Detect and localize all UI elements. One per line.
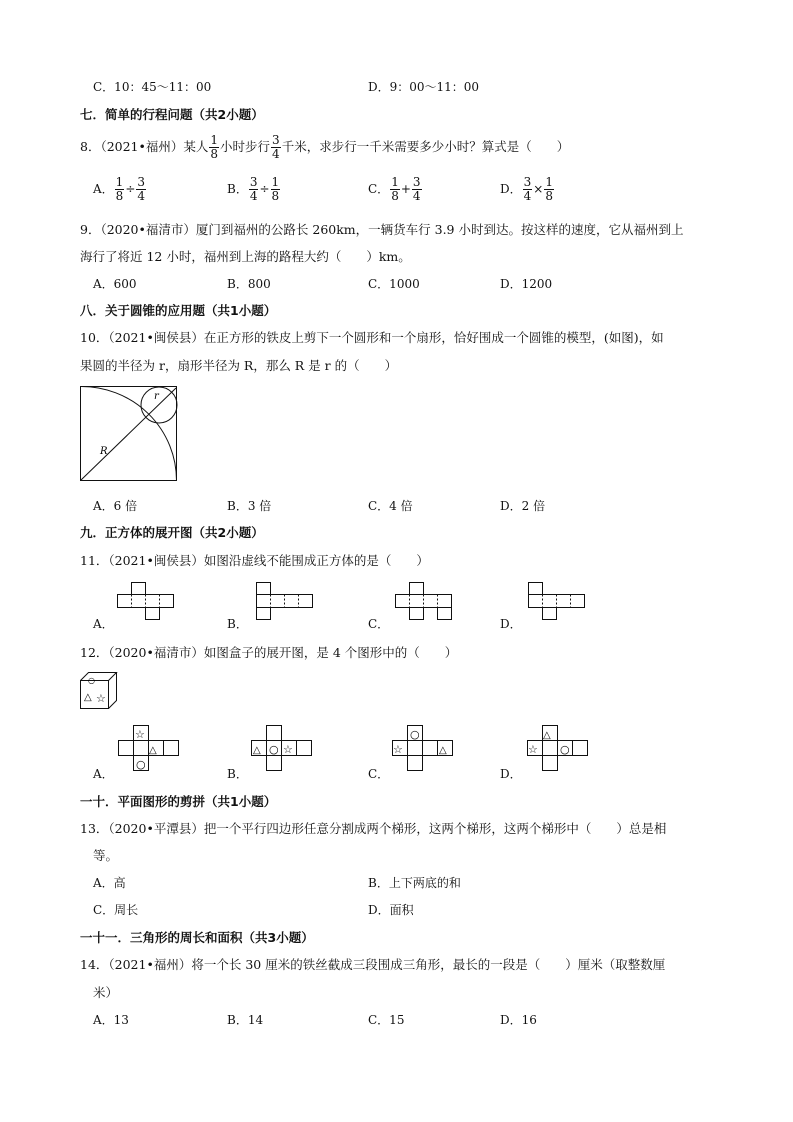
q12d-triangle-icon: △ xyxy=(543,730,551,741)
q11-option-d: D． xyxy=(500,617,522,631)
q14-line-2: 米） xyxy=(93,985,119,1000)
q11-option-c: C． xyxy=(368,617,390,631)
q11-option-b: B． xyxy=(227,617,248,631)
q12b-circle-icon: ○ xyxy=(269,743,279,756)
q12-option-b: B． xyxy=(227,767,248,781)
q12-net-b xyxy=(251,722,321,774)
q12a-star-icon: ☆ xyxy=(135,728,145,741)
q12a-circle-icon: ○ xyxy=(136,758,146,771)
q7-option-c: C．10：45～11：00 xyxy=(93,80,212,94)
q11-option-a: A． xyxy=(93,617,114,631)
q9-option-b: B．800 xyxy=(227,277,271,291)
q13-option-a: A．高 xyxy=(93,876,126,890)
q13-line-2: 等。 xyxy=(93,848,119,863)
q9-option-c: C．1000 xyxy=(368,277,420,291)
q12b-star-icon: ☆ xyxy=(283,743,293,756)
q7-option-d: D．9：00～11：00 xyxy=(368,80,480,94)
section-9-heading: 九．正方体的展开图（共2小题） xyxy=(80,525,264,540)
q10-line-2: 果圆的半径为 r，扇形半径为 R，那么 R 是 r 的（ ） xyxy=(80,358,398,373)
q10-option-a: A．6 倍 xyxy=(93,499,138,513)
q9-line-1: 9．（2020•福清市）厦门到福州的公路长 260km，一辆货车行 3.9 小时到达。按这样的速度，它从福州到上 xyxy=(80,222,684,237)
section-11-heading: 一十一．三角形的周长和面积（共3小题） xyxy=(80,930,314,945)
q8-option-b: B． $\frac{3}{4}$ ÷ $\frac{1}{8}$ xyxy=(227,175,280,203)
q14-line-1: 14．（2021•福州）将一个长 30 厘米的铁丝截成三段围成三角形，最长的一段是（ ）厘米（取整数厘 xyxy=(80,957,666,972)
cone-net-figure xyxy=(80,386,180,482)
q12c-circle-icon: ○ xyxy=(410,728,420,741)
q11-net-c xyxy=(395,582,465,622)
q8-prefix: 8．（2021•福州）某人 xyxy=(80,139,209,154)
q10-option-c: C．4 倍 xyxy=(368,499,413,513)
q13-line-1: 13．（2020•平潭县）把一个平行四边形任意分割成两个梯形，这两个梯形，这两个梯形中（ ）总是相 xyxy=(80,821,667,836)
q12-option-c: C． xyxy=(368,767,390,781)
q12d-star-icon: ☆ xyxy=(528,743,538,756)
label-r: r xyxy=(154,391,159,402)
q8-fraction-2: $\frac{3}{4}$ xyxy=(272,133,280,161)
q10-option-b: B．3 倍 xyxy=(227,499,272,513)
q13-option-d: D．面积 xyxy=(368,903,414,917)
q8-fraction-1: $\frac{1}{8}$ xyxy=(210,133,219,161)
section-7-heading: 七．简单的行程问题（共2小题） xyxy=(80,107,264,122)
q12b-triangle-icon: △ xyxy=(253,745,261,756)
q12-net-a xyxy=(118,722,188,774)
q8-option-a: A． $\frac{1}{8}$ ÷ $\frac{3}{4}$ xyxy=(93,175,146,203)
q12-option-a: A． xyxy=(93,767,114,781)
q13-option-b: B．上下两底的和 xyxy=(368,876,461,890)
q9-line-2: 海行了将近 12 小时，福州到上海的路程大约（ ）km。 xyxy=(80,249,411,264)
section-8-heading: 八．关于圆锥的应用题（共1小题） xyxy=(80,303,277,318)
question-12-text: 12．（2020•福清市）如图盒子的展开图，是 4 个图形中的（ ） xyxy=(80,645,458,660)
box-cube-figure xyxy=(80,672,124,712)
cube-circle-icon: ○ xyxy=(88,676,95,685)
q8-suffix: 千米，求步行一千米需要多少小时？算式是（ ） xyxy=(281,139,570,154)
q14-option-d: D．16 xyxy=(500,1013,537,1027)
q11-net-b xyxy=(256,582,316,622)
q13-option-c: C．周长 xyxy=(93,903,139,917)
q8-option-c: C． $\frac{1}{8}$ + $\frac{3}{4}$ xyxy=(368,175,421,203)
q14-option-a: A．13 xyxy=(93,1013,129,1027)
q10-option-d: D．2 倍 xyxy=(500,499,546,513)
q8-mid: 小时步行 xyxy=(220,139,271,154)
q12a-triangle-icon: △ xyxy=(149,745,157,756)
q12c-star-icon: ☆ xyxy=(393,743,403,756)
section-10-heading: 一十．平面图形的剪拼（共1小题） xyxy=(80,794,277,809)
q9-option-a: A．600 xyxy=(93,277,137,291)
cube-triangle-icon: △ xyxy=(84,692,92,703)
question-11-text: 11．（2021•闽侯县）如图沿虚线不能围成正方体的是（ ） xyxy=(80,553,429,568)
q11-net-d xyxy=(528,582,588,622)
label-R: R xyxy=(100,446,108,457)
q14-option-b: B．14 xyxy=(227,1013,264,1027)
q12-net-c xyxy=(392,722,462,774)
q10-line-1: 10．（2021•闽侯县）在正方形的铁皮上剪下一个圆形和一个扇形，恰好围成一个圆锥的模型，(如图)，如 xyxy=(80,330,664,345)
q11-net-a xyxy=(117,582,177,622)
cube-star-icon: ☆ xyxy=(96,692,106,705)
question-8 xyxy=(80,134,569,161)
q8-option-d: D． $\frac{3}{4}$ × $\frac{1}{8}$ xyxy=(500,175,553,203)
q9-option-d: D．1200 xyxy=(500,277,553,291)
q14-option-c: C．15 xyxy=(368,1013,405,1027)
q12d-circle-icon: ○ xyxy=(560,743,570,756)
q12c-triangle-icon: △ xyxy=(439,745,447,756)
q12-option-d: D． xyxy=(500,767,522,781)
q12-net-d xyxy=(527,722,597,774)
